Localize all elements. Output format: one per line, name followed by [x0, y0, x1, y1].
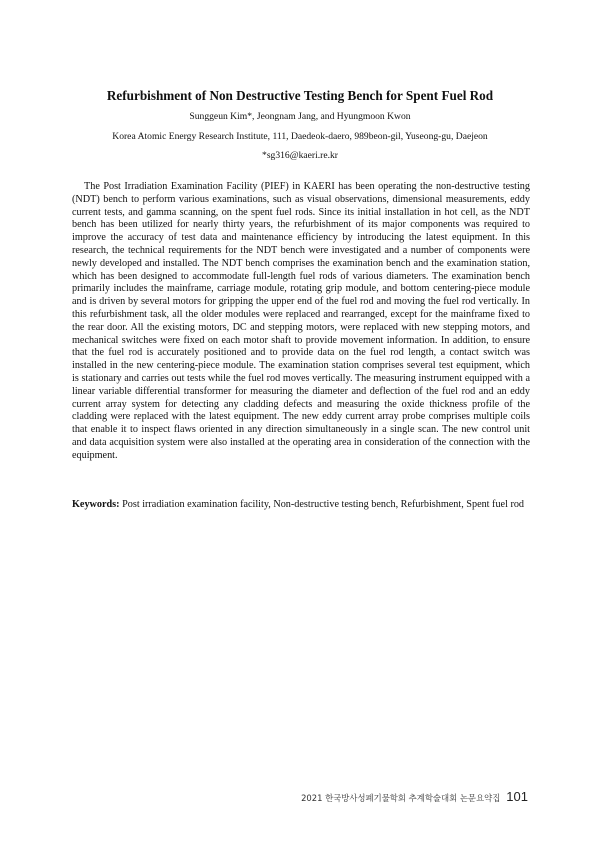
paper-title: Refurbishment of Non Destructive Testing Bench for Spent Fuel Rod: [106, 88, 494, 103]
abstract-paragraph: The Post Irradiation Examination Facility (PIEF) in KAERI has been operating the non-destructive testing (NDT) bench to perform various examinations, such as visual observations, dimensional measurements, eddy current tests, and gamma scanning, on the spent fuel rods. Since its initial installation in hot cell, as the NDT bench has been utilized for nearly thirty years, the refurbishment of its major components was required to improve the accuracy of test data and maintenance efficiency by introducing the latest equipment. In this research, the technical requirements for the NDT bench were investigated and a number of components were newly developed and installed. The NDT bench comprises the examination bench and the examination station, which has been designed to accommodate full-length fuel rods of various diameters. The examination bench primarily includes the mainframe, carriage module, rotating grip module, and bottom centering-piece module and is driven by several motors for gripping the upper end of the fuel rod and moving the fuel rod vertically. In this refurbishment task, all the older modules were replaced and rearranged, except for the mainframe fixed to the rear door. All the existing motors, DC and stepping motors, were replaced with new stepping motors, and mechanical switches were fixed on each motor shaft to provide movement information. In addition, to ensure that the fuel rod is accurately positioned and to provide data on the fuel rod length, a contact switch was installed in the new centering-piece module. The examination station comprises several test equipment, which is stationary and carries out tests while the fuel rod moves vertically. The measuring instrument equipped with a linear variable differential transformer for measuring the diameter and deflection of the fuel rod and an eddy current array system for detecting any cladding defects and measuring the oxide thickness profile of the cladding were replaced with the latest equipment. The new eddy current array probe comprises multiple coils that enable it to inspect flaws oriented in any direction simultaneously in a single scan. The new control unit and data acquisition system were also installed at the operating area in consideration of the connection with the equipment.: [72, 181, 530, 461]
affiliation: Korea Atomic Energy Research Institute, 111, Daedeok-daero, 989beon-gil, Yuseong-gu, Daejeon: [112, 131, 488, 142]
keywords-label: Keywords:: [72, 499, 120, 510]
page-footer: [301, 789, 528, 804]
contact-email: *sg316@kaeri.re.kr: [262, 150, 338, 161]
page-number: 101: [506, 789, 528, 804]
author-list: Sunggeun Kim*, Jeongnam Jang, and Hyungmoon Kwon: [189, 111, 411, 122]
proceedings-title: 2021 한국방사성폐기물학회 추계학술대회 논문요약집: [301, 793, 501, 803]
keywords-list: Post irradiation examination facility, Non-destructive testing bench, Refurbishment, Spent fuel rod: [122, 499, 525, 510]
keywords-section: [72, 499, 530, 512]
